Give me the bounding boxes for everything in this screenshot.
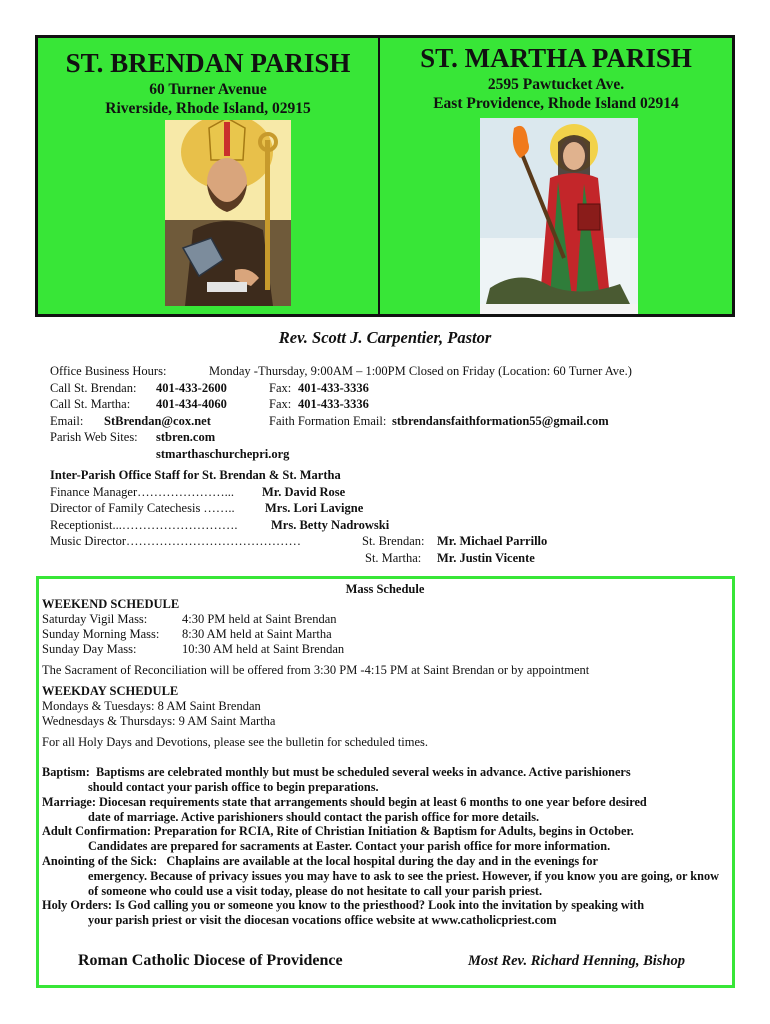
pastor-name: Rev. Scott J. Carpentier, Pastor — [278, 328, 492, 347]
music-label: Music Director…………………………………… — [50, 534, 302, 548]
parish-banner — [35, 35, 735, 317]
finance-label: Finance Manager…………………... — [50, 485, 234, 499]
sacrament-text-cont: date of marriage. Active parishioners should contact the parish office for more details. — [88, 810, 540, 824]
weekday-line-2: Wednesdays & Thursdays: 9 AM Saint Martha — [42, 714, 276, 728]
sacrament-lead: Adult Confirmation: — [42, 824, 151, 838]
sacrament-text: Baptisms are celebrated monthly but must be scheduled several weeks in advance. Active parishioners — [95, 765, 631, 779]
web-site-brendan[interactable]: stbren.com — [156, 430, 216, 444]
brendan-fax-label: Fax: — [269, 381, 292, 395]
web-sites-label: Parish Web Sites: — [50, 430, 138, 444]
staff-heading: Inter-Parish Office Staff for St. Brendan & St. Martha — [50, 468, 341, 482]
sacrament-marriage — [42, 795, 730, 825]
weekday-line-1: Mondays & Tuesdays: 8 AM Saint Brendan — [42, 699, 261, 713]
faith-formation-email[interactable]: stbrendansfaithformation55@gmail.com — [392, 414, 609, 428]
st-martha-title: ST. MARTHA PARISH — [420, 43, 692, 73]
st-brendan-portrait — [165, 120, 291, 306]
office-hours-value: Monday -Thursday, 9:00AM – 1:00PM Closed on Friday (Location: 60 Turner Ave.) — [209, 364, 632, 378]
weekend-item-value: 4:30 PM held at Saint Brendan — [182, 612, 337, 626]
sacrament-text-cont: should contact your parish office to begin preparations. — [88, 780, 379, 794]
martha-call-label: Call St. Martha: — [50, 397, 131, 411]
brendan-call-label: Call St. Brendan: — [50, 381, 137, 395]
martha-phone: 401-434-4060 — [156, 397, 227, 411]
sacrament-baptism — [42, 765, 730, 795]
sacrament-holy-orders — [42, 898, 730, 928]
web-site-martha[interactable]: stmarthaschurchepri.org — [156, 447, 290, 461]
catechesis-name: Mrs. Lori Lavigne — [265, 501, 364, 515]
sacrament-anointing — [42, 854, 730, 899]
st-brendan-address-line2: Riverside, Rhode Island, 02915 — [105, 100, 311, 117]
holy-days-note: For all Holy Days and Devotions, please see the bulletin for scheduled times. — [42, 735, 429, 749]
weekend-item-value: 8:30 AM held at Saint Martha — [182, 627, 332, 641]
parish-email[interactable]: StBrendan@cox.net — [104, 414, 211, 428]
office-hours-label: Office Business Hours: — [50, 364, 167, 378]
sacrament-lead: Holy Orders: — [42, 898, 113, 912]
sacrament-text: Diocesan requirements state that arrangements should begin at least 6 months to one year before desired — [99, 795, 647, 809]
faith-formation-email-label: Faith Formation Email: — [269, 414, 387, 428]
reconciliation-note: The Sacrament of Reconciliation will be offered from 3:30 PM -4:15 PM at Saint Brendan or by appointment — [42, 663, 590, 677]
sacrament-text-cont: Candidates are prepared for sacraments at Easter. Contact your parish office for more information. — [88, 839, 611, 853]
receptionist-label: Receptionist...………………………. — [50, 518, 238, 532]
weekend-item-value: 10:30 AM held at Saint Brendan — [182, 642, 345, 656]
sacrament-text: Preparation for RCIA, Rite of Christian Initiation & Baptism for Adults, begins in October. — [154, 824, 634, 838]
music-martha-label: St. Martha: — [365, 551, 422, 565]
diocese-name: Roman Catholic Diocese of Providence — [78, 952, 343, 969]
martha-fax: 401-433-3336 — [298, 397, 369, 411]
st-brendan-title: ST. BRENDAN PARISH — [65, 48, 351, 78]
mass-schedule-title: Mass Schedule — [345, 582, 425, 596]
weekend-item-label: Sunday Morning Mass: — [42, 627, 160, 641]
music-brendan-label: St. Brendan: — [362, 534, 425, 548]
finance-name: Mr. David Rose — [262, 485, 346, 499]
sacrament-lead: Marriage: — [42, 795, 96, 809]
music-brendan-name: Mr. Michael Parrillo — [437, 534, 548, 548]
bishop-name: Most Rev. Richard Henning, Bishop — [468, 953, 686, 969]
brendan-phone: 401-433-2600 — [156, 381, 227, 395]
sacrament-lead: Anointing of the Sick: — [42, 854, 158, 868]
sacrament-adult-confirmation — [42, 824, 730, 854]
weekend-item-label: Sunday Day Mass: — [42, 642, 137, 656]
weekday-heading: WEEKDAY SCHEDULE — [42, 684, 179, 698]
email-label: Email: — [50, 414, 84, 428]
st-martha-address-line2: East Providence, Rhode Island 02914 — [433, 95, 679, 112]
st-martha-portrait — [480, 118, 638, 314]
sacrament-text: Chaplains are available at the local hospital during the day and in the evenings for — [166, 854, 598, 868]
martha-fax-label: Fax: — [269, 397, 292, 411]
music-martha-name: Mr. Justin Vicente — [437, 551, 535, 565]
receptionist-name: Mrs. Betty Nadrowski — [271, 518, 390, 532]
weekend-heading: WEEKEND SCHEDULE — [42, 597, 180, 611]
st-martha-address-line1: 2595 Pawtucket Ave. — [487, 76, 625, 93]
sacrament-text-cont: emergency. Because of privacy issues you may have to ask to see the priest. However, if you know you are going, or know of someone who could use a visit today, please do not hesitate to call your parish priest. — [88, 869, 719, 898]
brendan-fax: 401-433-3336 — [298, 381, 369, 395]
st-brendan-address-line1: 60 Turner Avenue — [149, 81, 267, 98]
catechesis-label: Director of Family Catechesis …….. — [50, 501, 235, 515]
weekend-item-label: Saturday Vigil Mass: — [42, 612, 148, 626]
sacrament-lead: Baptism: — [42, 765, 90, 779]
sacrament-text: Is God calling you or someone you know to the priesthood? Look into the invitation by speaking with — [115, 898, 645, 912]
sacrament-text-cont: your parish priest or visit the diocesan vocations office website at www.catholicpriest.com — [88, 913, 557, 927]
